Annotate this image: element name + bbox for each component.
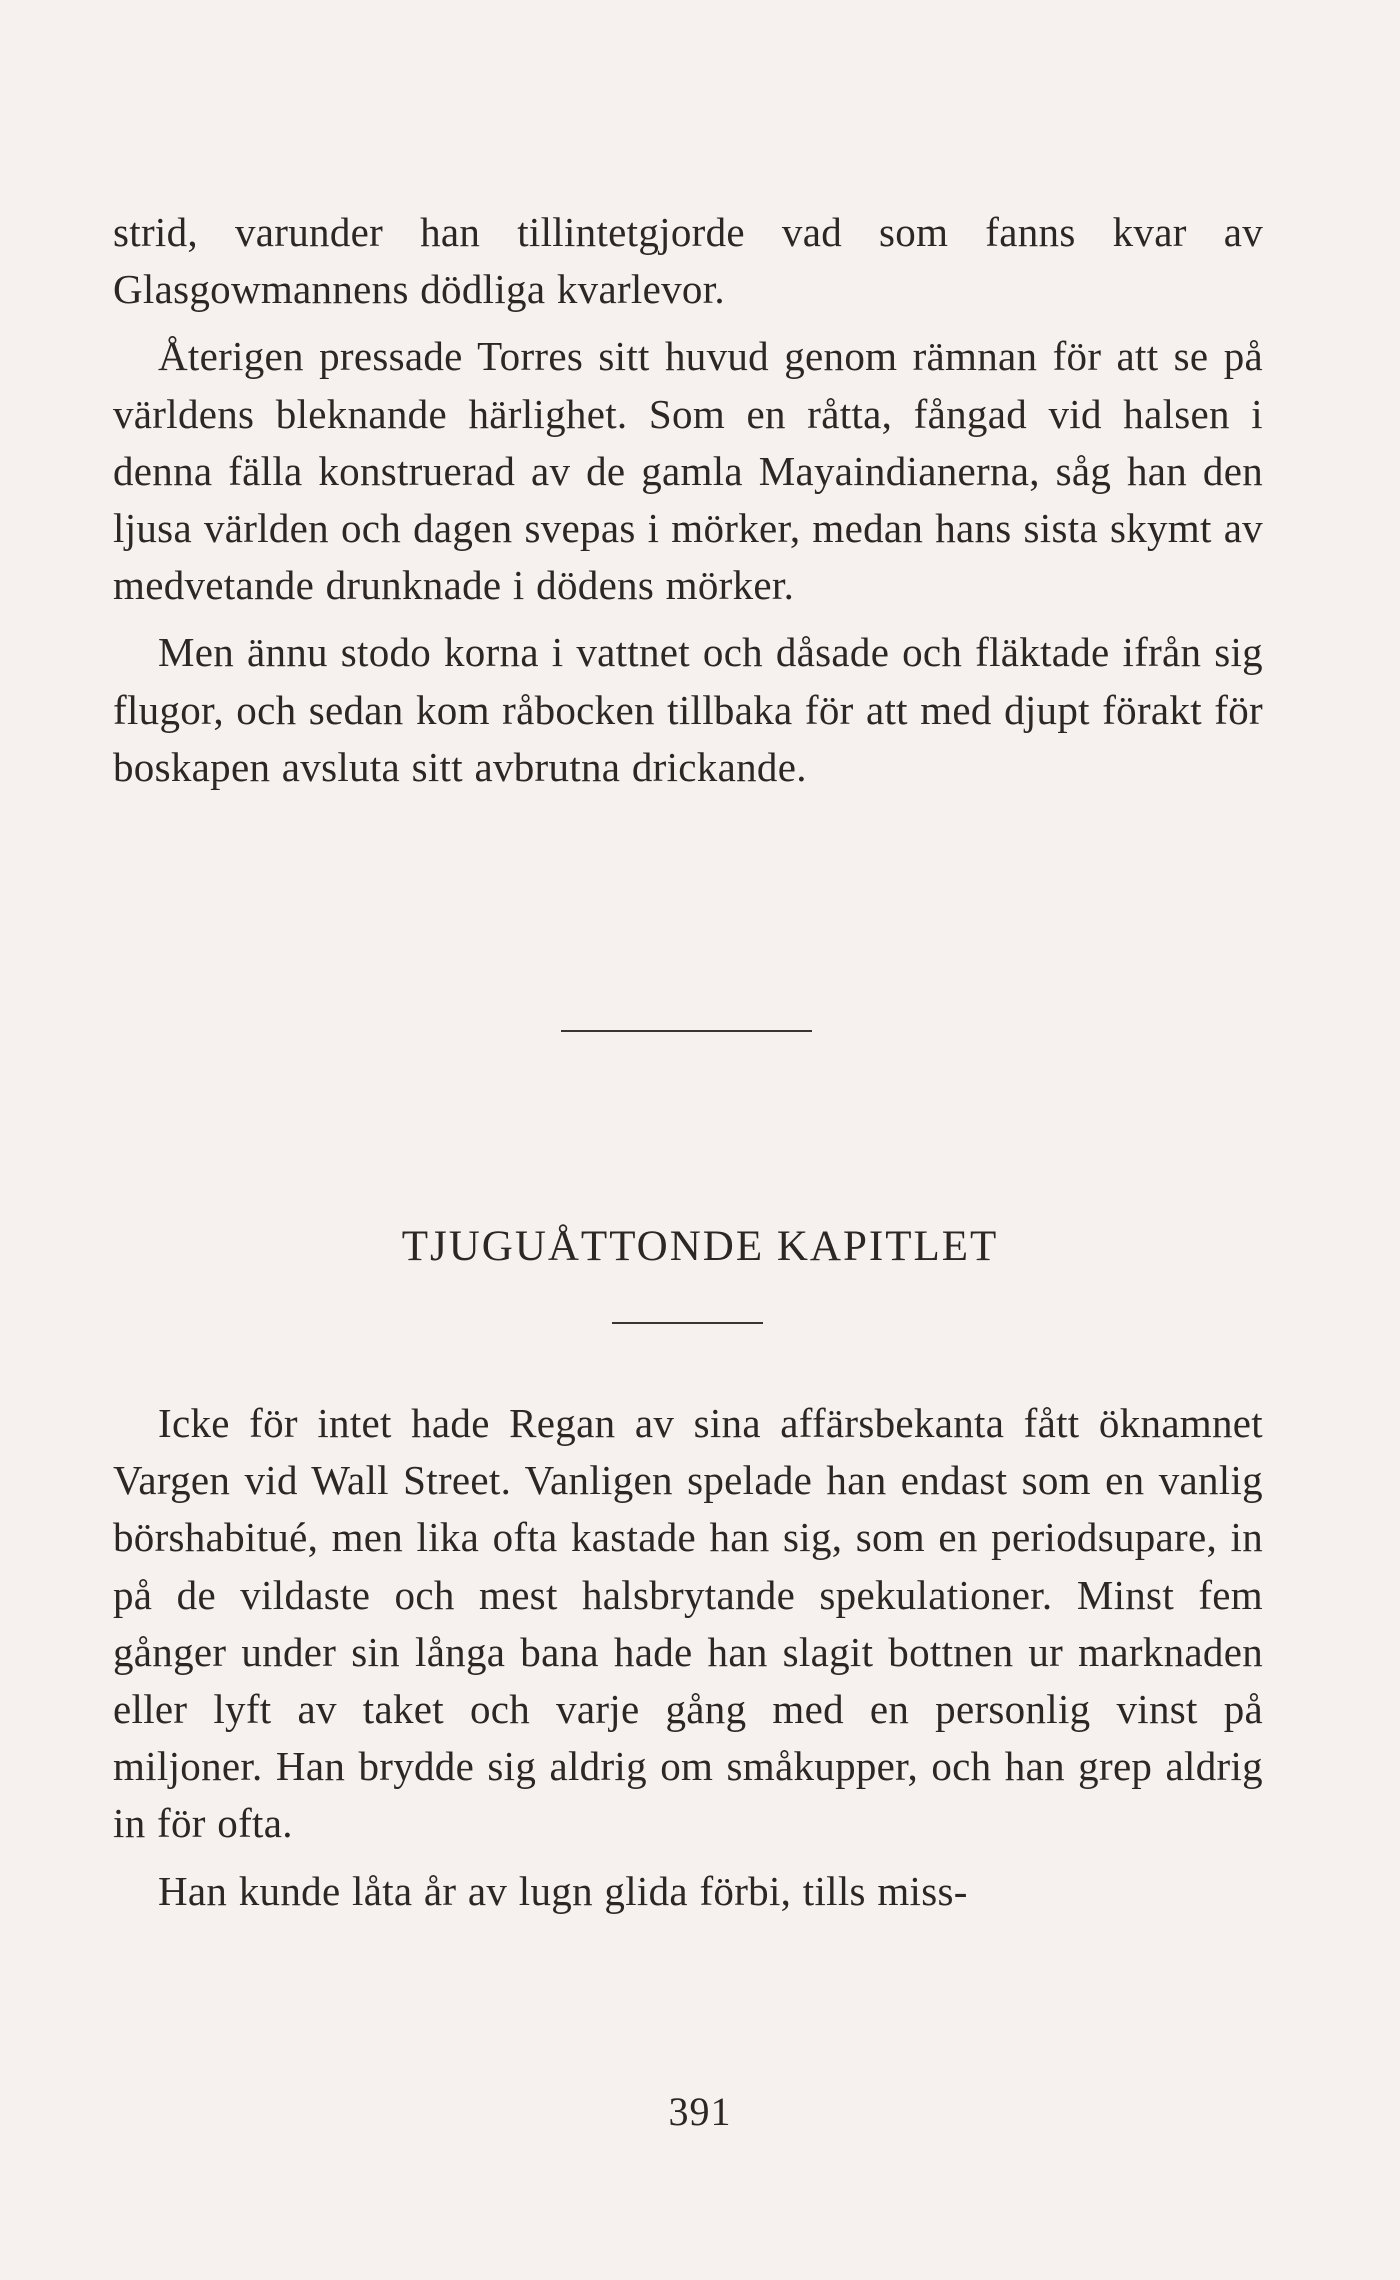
section-divider [561, 1030, 812, 1032]
top-text-block [113, 204, 1263, 796]
paragraph-regan: Icke för intet hade Regan av sina affärsbekanta fått öknamnet Vargen vid Wall Street. Vanligen spelade han endast som en vanlig börshabitué, men lika ofta kastade han sig, som en periodsupare, in på de vildaste och mest halsbrytande spekulationer. Minst fem gånger under sin långa bana hade han slagit bottnen ur marknaden eller lyft av taket och varje gång med en personlig vinst på miljoner. Han brydde sig aldrig om småkupper, och han grep aldrig in för ofta. [113, 1400, 1263, 1847]
page-number: 391 [668, 2089, 732, 2134]
chapter-text-block [113, 1395, 1263, 1920]
paragraph-cows: Men ännu stodo korna i vattnet och dåsade och fläktade ifrån sig flugor, och sedan kom råbocken tillbaka för att med djupt förakt för boskapen avsluta sitt avbrutna drickande. [113, 629, 1263, 790]
paragraph-continuation: strid, varunder han tillintetgjorde vad som fanns kvar av Glasgowmannens dödliga kvarlevor. [113, 209, 1263, 313]
chapter-heading: TJUGUÅTTONDE KAPITLET [401, 1223, 999, 1270]
paragraph-years: Han kunde låta år av lugn glida förbi, tills miss- [158, 1867, 968, 1914]
heading-underline [612, 1322, 763, 1324]
paragraph-torres: Återigen pressade Torres sitt huvud genom rämnan för att se på världens bleknande härlighet. Som en råtta, fångad vid halsen i denna fälla konstruerad av de gamla Mayaindianerna, såg han den ljusa världen och dagen svepas i mörker, medan hans sista skymt av medvetande drunknade i dödens mörker. [113, 333, 1263, 609]
